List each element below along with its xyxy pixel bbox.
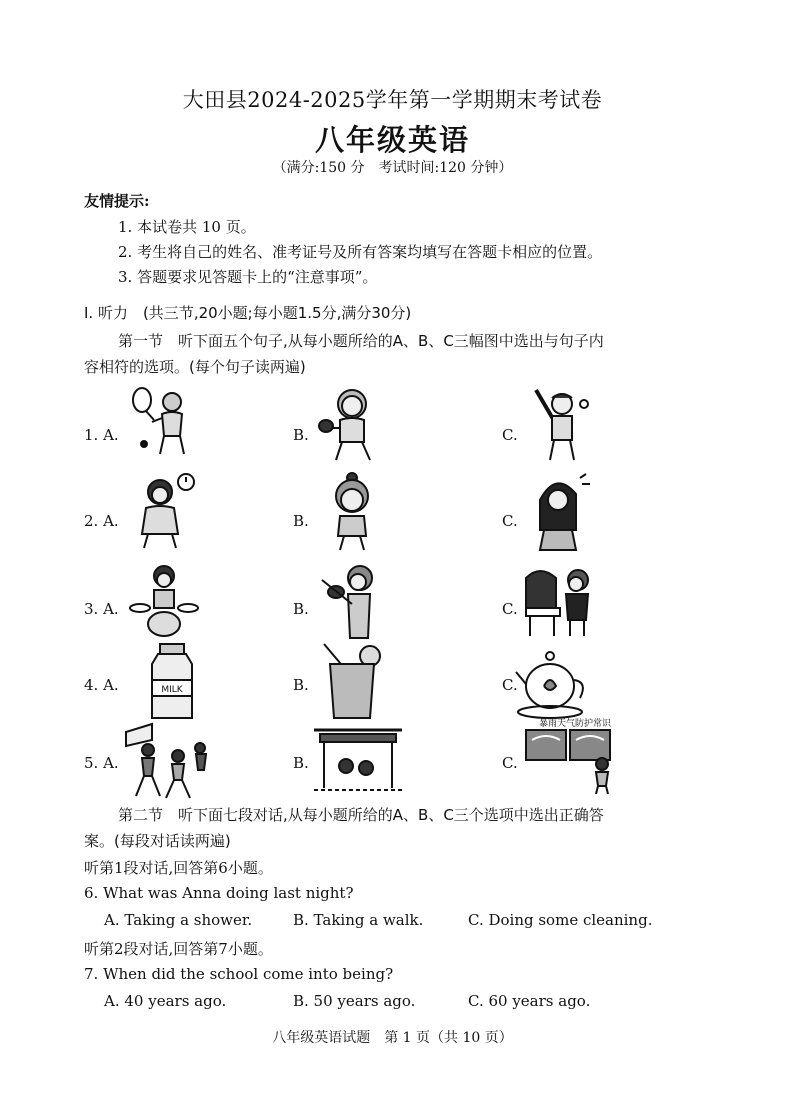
- drummer-icon[interactable]: [124, 558, 204, 640]
- part2-instruction: 第二节 听下面七段对话,从每小题所给的A、B、C三个选项中选出正确答: [118, 806, 604, 824]
- question-label: 2. A.: [84, 512, 119, 530]
- option-label: C.: [502, 426, 518, 444]
- answer-option-b[interactable]: B. Taking a walk.: [293, 911, 424, 929]
- woman-headache-icon[interactable]: [520, 470, 600, 552]
- billboard-caption: 暴雨天气防护常识: [538, 719, 611, 729]
- option-label: B.: [293, 600, 309, 618]
- option-label: B.: [293, 426, 309, 444]
- subject-title: 八年级英语: [314, 123, 470, 157]
- running-people-icon[interactable]: [122, 720, 212, 802]
- question-label: 1. A.: [84, 426, 119, 444]
- option-label: C.: [502, 754, 518, 772]
- section-heading: Ⅰ. 听力 (共三节,20小题;每小题1.5分,满分30分): [84, 304, 412, 322]
- rainstorm-billboard-icon[interactable]: [522, 728, 618, 794]
- question-text: 6. What was Anna doing last night?: [84, 884, 354, 902]
- answer-option-a[interactable]: A. Taking a shower.: [104, 911, 253, 929]
- question-text: 7. When did the school come into being?: [84, 965, 394, 983]
- question-label: 3. A.: [84, 600, 119, 618]
- tennis-player-icon[interactable]: [124, 384, 204, 466]
- option-label: B.: [293, 512, 309, 530]
- part2-instruction-cont: 案。(每段对话读两遍): [84, 832, 231, 850]
- girl-stomachache-icon[interactable]: [312, 470, 392, 552]
- exam-meta: （满分:150 分 考试时间:120 分钟）: [272, 160, 513, 176]
- question-label: 4. A.: [84, 676, 119, 694]
- answer-option-c[interactable]: C. 60 years ago.: [468, 992, 591, 1010]
- option-label: C.: [502, 600, 518, 618]
- baseball-player-icon[interactable]: [520, 384, 600, 466]
- pianist-icon[interactable]: [520, 558, 600, 640]
- exam-title: 大田县2024-2025学年第一学期期末考试卷: [182, 88, 603, 112]
- earthquake-shelter-icon[interactable]: [310, 724, 406, 806]
- part1-instruction: 第一节 听下面五个句子,从每小题所给的A、B、C三幅图中选出与句子内: [118, 332, 604, 350]
- option-label: B.: [293, 676, 309, 694]
- option-label: C.: [502, 512, 518, 530]
- part1-instruction-cont: 容相符的选项。(每个句子读两遍): [84, 358, 306, 376]
- dialog-intro: 听第2段对话,回答第7小题。: [84, 940, 273, 958]
- question-label: 5. A.: [84, 754, 119, 772]
- tip-item: 3. 答题要求见答题卡上的“注意事项”。: [118, 268, 378, 286]
- tips-heading: 友情提示:: [84, 192, 150, 210]
- option-label: B.: [293, 754, 309, 772]
- juice-glass-icon[interactable]: [312, 640, 392, 722]
- dialog-intro: 听第1段对话,回答第6小题。: [84, 859, 273, 877]
- answer-option-c[interactable]: C. Doing some cleaning.: [468, 911, 653, 929]
- svg-text:MILK: MILK: [161, 685, 183, 695]
- tip-item: 1. 本试卷共 10 页。: [118, 218, 256, 236]
- answer-option-b[interactable]: B. 50 years ago.: [293, 992, 416, 1010]
- answer-option-a[interactable]: A. 40 years ago.: [104, 992, 227, 1010]
- tip-item: 2. 考生将自己的姓名、准考证号及所有答案均填写在答题卡相应的位置。: [118, 243, 603, 261]
- girl-alarm-clock-icon[interactable]: [124, 470, 204, 552]
- teapot-icon[interactable]: [514, 640, 594, 722]
- milk-bottle-icon[interactable]: [134, 640, 214, 722]
- option-label: C.: [502, 676, 518, 694]
- page-footer: 八年级英语试题 第 1 页（共 10 页）: [272, 1030, 513, 1046]
- violinist-icon[interactable]: [312, 558, 392, 640]
- ping-pong-player-icon[interactable]: [312, 384, 392, 466]
